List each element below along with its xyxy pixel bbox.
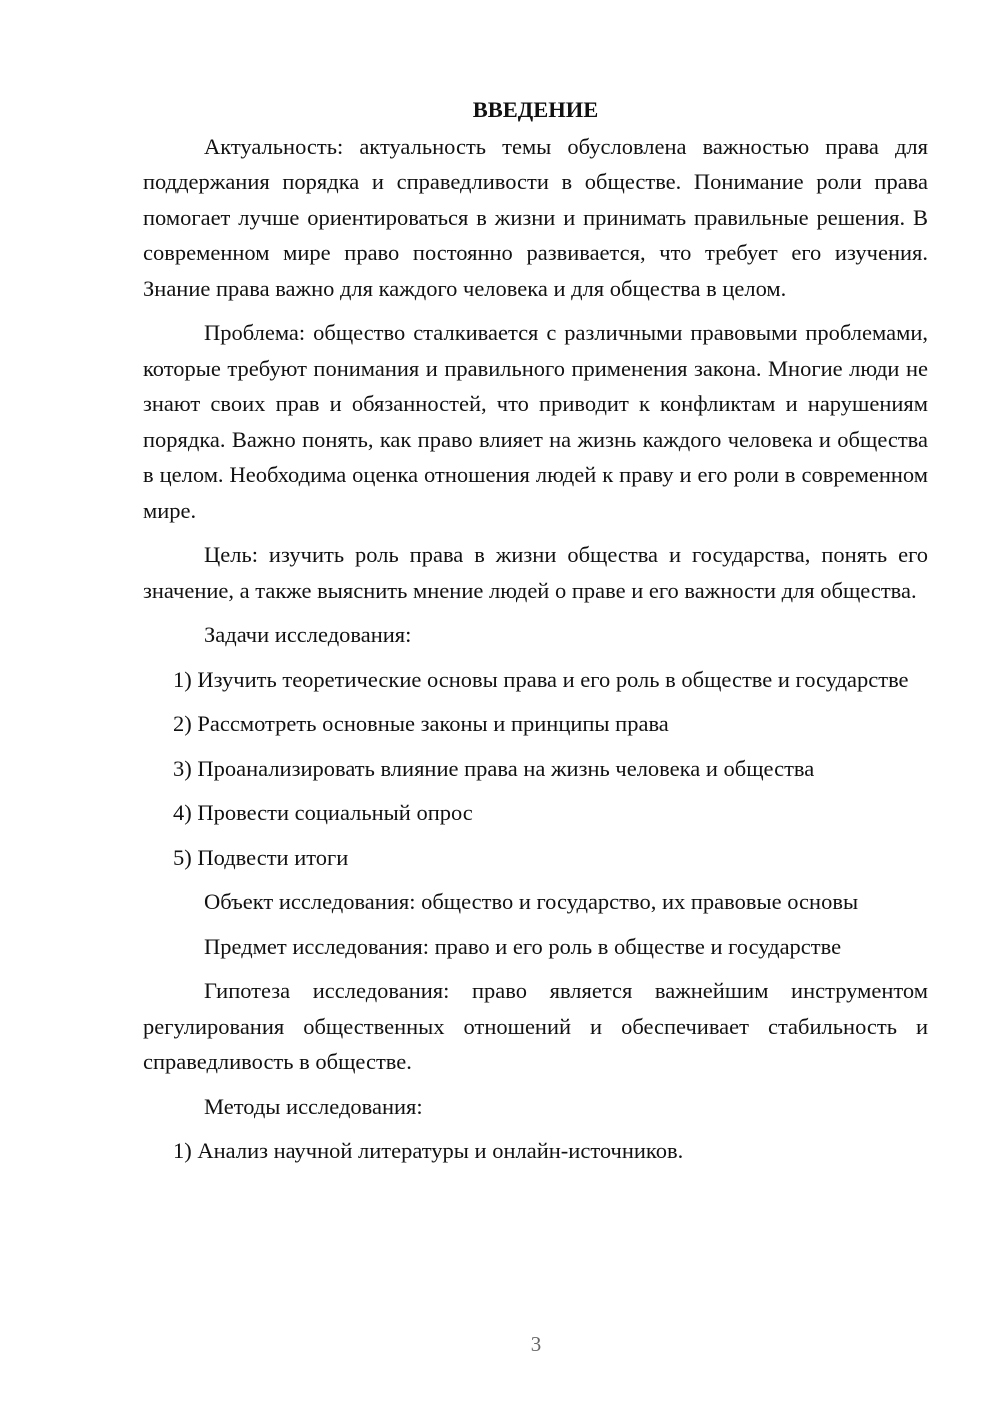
task-item-2: 2) Рассмотреть основные законы и принципы права <box>173 711 669 736</box>
hypothesis-paragraph: Гипотеза исследования: право является важнейшим инструментом регулирования общественных отношений и обеспечивает стабильность и справедливость в обществе. <box>143 978 928 1074</box>
task-item-5: 5) Подвести итоги <box>173 844 349 870</box>
problem-paragraph: Проблема: общество сталкивается с различными правовыми проблемами, которые требуют понимания и правильного применения закона. Многие люди не знают своих прав и обязанностей, что приводит к конфликтам и нарушениям порядка. Важно понять, как право влияет на жизнь каждого человека и общества в целом. Необходима оценка отношения людей к праву и его роли в современном мире. <box>143 320 928 523</box>
task-item-4: 4) Провести социальный опрос <box>173 800 473 825</box>
subject-line: Предмет исследования: право и его роль в обществе и государстве <box>204 933 842 959</box>
task-item-3: 3) Проанализировать влияние права на жизнь человека и общества <box>173 755 815 781</box>
document-page <box>143 92 928 1178</box>
goal-paragraph: Цель: изучить роль права в жизни общества и государства, понять его значение, а также выяснить мнение людей о праве и его важности для общества. <box>143 542 928 603</box>
tasks-heading: Задачи исследования: <box>204 622 412 647</box>
relevance-paragraph: Актуальность: актуальность темы обусловлена важностью права для поддержания порядка и справедливости в обществе. Понимание роли права помогает лучше ориентироваться в жизни и принимать правильные решения. В современном мире право постоянно развивается, что требует его изучения. Знание права важно для каждого человека и для общества в целом. <box>143 133 928 301</box>
page-number: 3 <box>530 1332 542 1356</box>
methods-heading: Методы исследования: <box>204 1093 423 1119</box>
object-line: Объект исследования: общество и государство, их правовые основы <box>204 889 859 914</box>
method-item-1: 1) Анализ научной литературы и онлайн-источников. <box>173 1138 684 1163</box>
task-item-1: 1) Изучить теоретические основы права и его роль в обществе и государстве <box>173 666 909 692</box>
page-title: ВВЕДЕНИЕ <box>472 97 599 122</box>
